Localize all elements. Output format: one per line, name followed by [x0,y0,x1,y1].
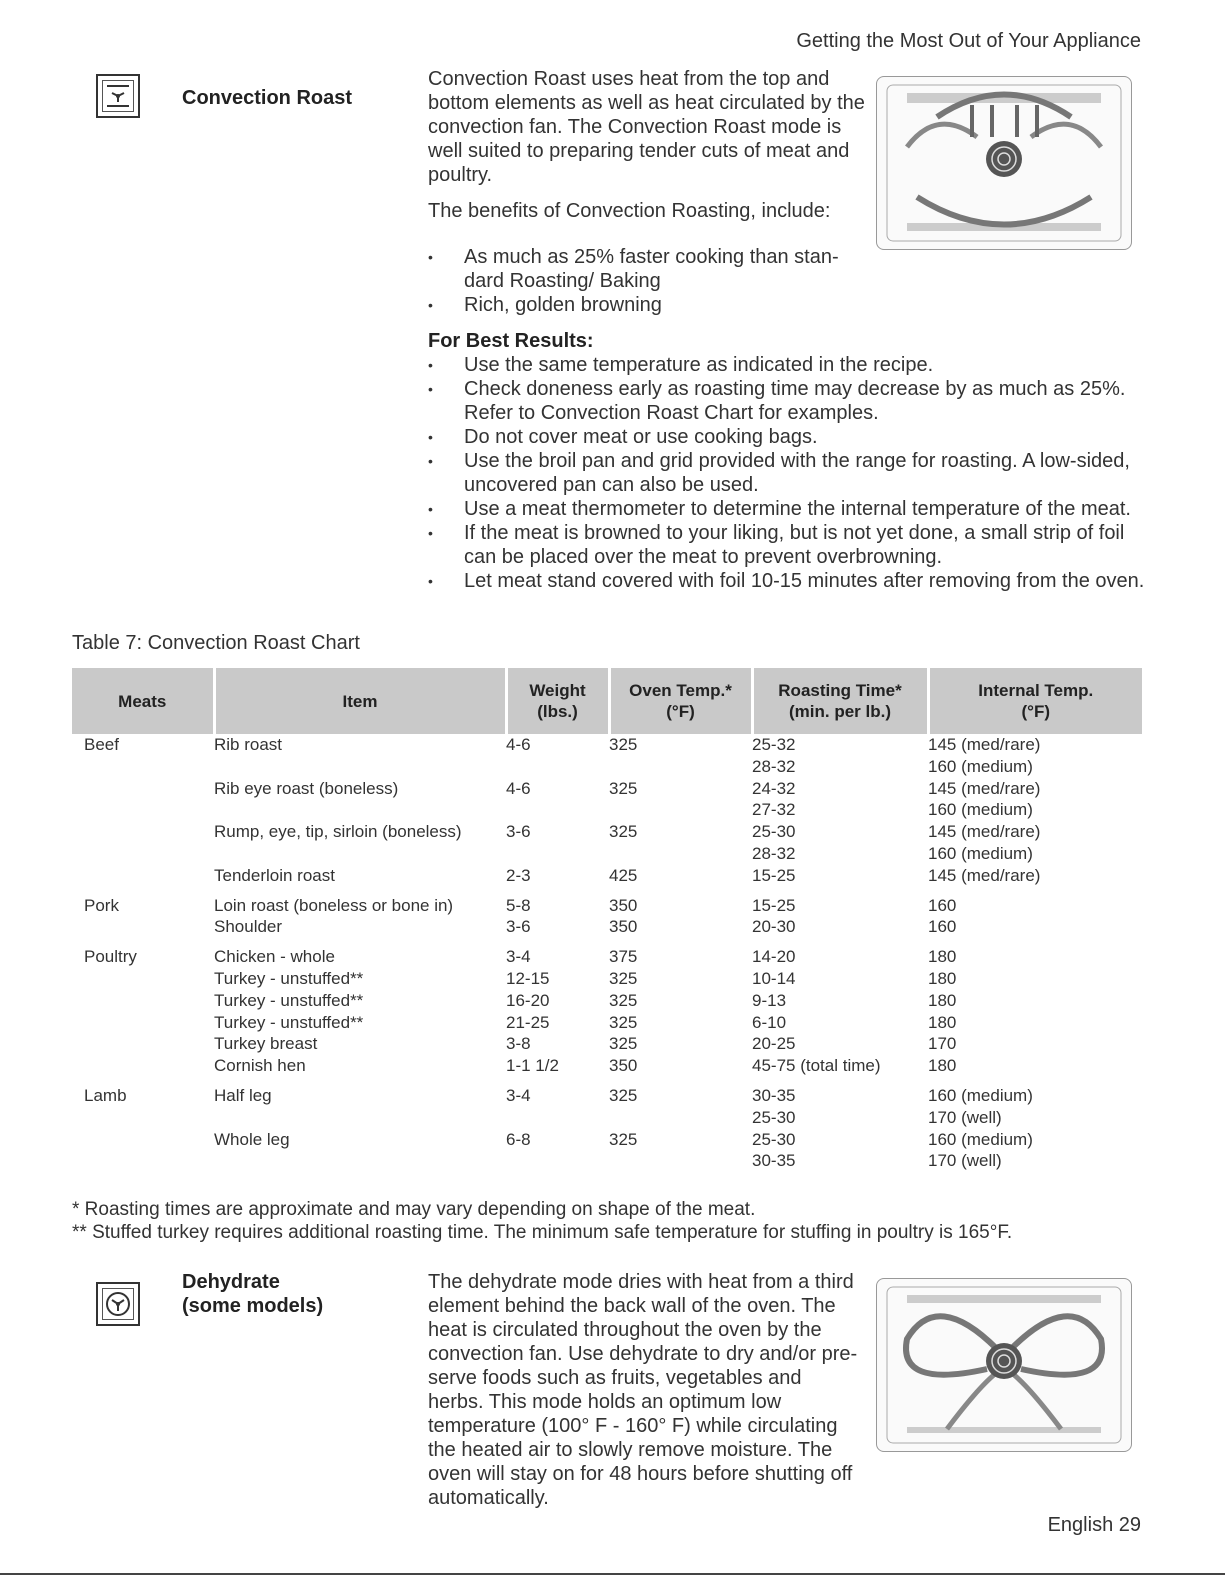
meat-cell: Pork [84,895,119,915]
item-cell: Whole leg [214,1129,290,1149]
list-item: • Let meat stand covered with foil 10-15 minutes after removing from the oven. [428,569,1148,593]
roasting-time-cell: 30-35 [752,1151,796,1171]
roasting-time-cell: 25-30 [752,1107,796,1127]
oven-temp-cell: 350 [609,1056,638,1076]
page-bottom-rule [0,1573,1225,1575]
weight-cell: 4-6 [506,778,531,798]
table-body [72,734,1142,1172]
internal-temp-cell: 170 (well) [928,1107,1002,1127]
table-row [72,799,1142,821]
item-cell: Loin roast (boneless or bone in) [214,895,454,915]
weight-cell: 21-25 [506,1012,550,1032]
item-cell: Tenderloin roast [214,865,335,885]
internal-temp-cell: 145 (med/rare) [928,822,1041,842]
internal-temp-cell: 180 [928,990,957,1010]
header-oven-temp: Oven Temp.* (°F) [609,668,752,734]
meat-cell [72,799,214,821]
internal-temp-cell: 145 (med/rare) [928,735,1041,754]
convection-roast-icon [96,74,140,118]
list-item: • Do not cover meat or use cooking bags. [428,425,1148,449]
internal-temp-cell: 160 [928,917,957,937]
roasting-time-cell: 20-25 [752,1034,796,1054]
meat-cell [72,968,214,990]
internal-temp-cell: 160 [928,895,957,915]
oven-temp-cell [609,799,752,821]
weight-cell: 4-6 [506,735,531,754]
list-item: • Rich, golden browning [428,293,848,317]
table-row [72,1012,1142,1034]
dehydrate-icon [96,1282,140,1326]
meat-cell [72,865,214,887]
meat-cell [72,1012,214,1034]
running-head: Getting the Most Out of Your Appliance [796,30,1141,52]
weight-cell: 1-1 1/2 [506,1056,559,1076]
oven-temp-cell [609,1107,752,1129]
header-meats: Meats [72,668,214,734]
table-caption: Table 7: Convection Roast Chart [72,632,360,654]
internal-temp-cell: 180 [928,947,957,967]
list-item: • Check doneness early as roasting time may decrease by as much as 25%. Refer to Convection Roast Chart for examples. [428,377,1148,425]
oven-temp-cell: 325 [609,1085,638,1105]
meat-cell [72,843,214,865]
footnote-1: * Roasting times are approximate and may vary depending on shape of the meat. [72,1199,756,1220]
table-row [72,968,1142,990]
oven-temp-cell [609,1150,752,1172]
weight-cell: 12-15 [506,968,550,988]
best-results-heading: For Best Results: [428,330,594,352]
table-row [72,843,1142,865]
meat-cell [72,1055,214,1077]
header-internal-temp: Internal Temp. (°F) [928,668,1142,734]
meat-cell [72,1150,214,1172]
roasting-time-cell: 45-75 (total time) [752,1056,881,1076]
meat-cell: Poultry [84,947,137,967]
page-number: English 29 [1047,1514,1141,1536]
list-item: • Use the broil pan and grid provided with the range for roasting. A low-sided, uncovered pan can also be used. [428,449,1148,497]
internal-temp-cell: 160 (medium) [928,843,1033,863]
dehydrate-subtitle-line: (some models) [182,1295,324,1317]
meat-cell [72,916,214,938]
internal-temp-cell: 160 (medium) [928,1085,1033,1105]
item-cell: Cornish hen [214,1056,306,1076]
item-cell: Rump, eye, tip, sirloin (boneless) [214,822,462,842]
roasting-time-cell: 14-20 [752,947,796,967]
item-cell: Turkey - unstuffed** [214,968,364,988]
meat-cell [72,1107,214,1129]
weight-cell [506,1150,609,1172]
item-cell [214,799,506,821]
table-row [72,1077,1142,1107]
meat-cell [72,1033,214,1055]
table-row [72,1055,1142,1077]
item-cell: Turkey - unstuffed** [214,990,364,1010]
roasting-time-cell: 27-32 [752,800,796,820]
meat-cell [72,821,214,843]
roasting-time-cell: 9-13 [752,990,787,1010]
item-cell: Shoulder [214,917,283,937]
roasting-time-cell: 24-32 [752,778,796,798]
oven-temp-cell: 325 [609,990,638,1010]
meat-cell [72,756,214,778]
roasting-time-cell: 20-30 [752,917,796,937]
best-results-list [428,353,1148,593]
meat-cell [72,990,214,1012]
table-row [72,821,1142,843]
item-cell [214,756,506,778]
table-row [72,938,1142,968]
roasting-time-cell: 10-14 [752,968,796,988]
footnote-2: ** Stuffed turkey requires additional roasting time. The minimum safe temperature for stuffing in poultry is 165°F. [72,1222,1013,1243]
item-cell: Rib eye roast (boneless) [214,778,399,798]
list-item: • Use a meat thermometer to determine the internal temperature of the meat. [428,497,1148,521]
table-row [72,1033,1142,1055]
oven-temp-cell [609,843,752,865]
internal-temp-cell: 160 (medium) [928,800,1033,820]
weight-cell [506,1107,609,1129]
convection-roast-intro: Convection Roast uses heat from the top and bottom elements as well as heat circulated by the convection fan. The Convection Roast mode is well suited to preparing tender cuts of meat and poultry. [428,68,865,186]
list-item: • As much as 25% faster cooking than stan-dard Roasting/ Baking [428,245,848,293]
roasting-time-cell: 15-25 [752,865,796,885]
dehydrate-text: The dehydrate mode dries with heat from a third element behind the back wall of the oven. The heat is circulated throughout the oven by the convection fan. Use dehydrate to dry and/or pre-serve foods such as fruits, vegetables and herbs. This mode holds an optimum low temperature (100° F - 160° F) while circulating the heated air to slowly remove moisture. The oven will stay on for 48 hours before shutting off automatically. [428,1271,858,1509]
oven-temp-cell: 325 [609,968,638,988]
oven-temp-cell: 325 [609,735,638,754]
dehydrate-title [182,1270,323,1318]
oven-temp-cell: 325 [609,1034,638,1054]
oven-temp-cell: 375 [609,947,638,967]
weight-cell: 5-8 [506,895,531,915]
oven-temp-cell: 350 [609,917,638,937]
internal-temp-cell: 145 (med/rare) [928,778,1041,798]
meat-cell [72,1129,214,1151]
item-cell: Rib roast [214,735,283,754]
dehydrate-title-line: Dehydrate [182,1271,280,1293]
oven-temp-cell: 325 [609,822,638,842]
convection-roast-oven-diagram [876,76,1132,250]
item-cell: Turkey - unstuffed** [214,1012,364,1032]
item-cell [214,1150,506,1172]
roasting-time-cell: 28-32 [752,843,796,863]
roasting-time-cell: 30-35 [752,1085,796,1105]
internal-temp-cell: 160 (medium) [928,1129,1033,1149]
item-cell: Half leg [214,1085,272,1105]
header-roasting-time: Roasting Time* (min. per lb.) [752,668,928,734]
roasting-time-cell: 28-32 [752,756,796,776]
internal-temp-cell: 180 [928,968,957,988]
roasting-time-cell: 6-10 [752,1012,787,1032]
internal-temp-cell: 180 [928,1012,957,1032]
oven-temp-cell: 425 [609,865,638,885]
convection-roast-table [72,668,1142,1172]
table-row [72,990,1142,1012]
weight-cell [506,843,609,865]
internal-temp-cell: 145 (med/rare) [928,865,1041,885]
header-item: Item [214,668,506,734]
benefits-intro: The benefits of Convection Roasting, include: [428,200,831,222]
item-cell: Chicken - whole [214,947,335,967]
table-row [72,1150,1142,1172]
table-row [72,865,1142,887]
table-row [72,734,1142,756]
benefits-list [428,245,848,317]
roasting-time-cell: 25-32 [752,735,796,754]
weight-cell [506,799,609,821]
oven-temp-cell [609,756,752,778]
meat-cell: Beef [84,735,119,754]
weight-cell: 3-6 [506,917,531,937]
meat-cell: Lamb [84,1085,127,1105]
table-row [72,1107,1142,1129]
internal-temp-cell: 180 [928,1056,957,1076]
oven-temp-cell: 325 [609,778,638,798]
header-weight: Weight (lbs.) [506,668,609,734]
weight-cell: 6-8 [506,1129,531,1149]
weight-cell [506,756,609,778]
table-row [72,778,1142,800]
table-row [72,887,1142,917]
table-header-row [72,668,1142,734]
table-row [72,916,1142,938]
internal-temp-cell: 170 [928,1034,957,1054]
list-item: • If the meat is browned to your liking, but is not yet done, a small strip of foil can be placed over the meat to prevent overbrowning. [428,521,1148,569]
weight-cell: 3-4 [506,1085,531,1105]
table-row [72,1129,1142,1151]
roasting-time-cell: 25-30 [752,1129,796,1149]
weight-cell: 3-8 [506,1034,531,1054]
weight-cell: 2-3 [506,865,531,885]
internal-temp-cell: 170 (well) [928,1151,1002,1171]
oven-temp-cell: 325 [609,1012,638,1032]
dehydrate-oven-diagram [876,1278,1132,1452]
weight-cell: 3-4 [506,947,531,967]
list-item: • Use the same temperature as indicated in the recipe. [428,353,1148,377]
weight-cell: 3-6 [506,822,531,842]
oven-temp-cell: 350 [609,895,638,915]
table-row [72,756,1142,778]
internal-temp-cell: 160 (medium) [928,756,1033,776]
item-cell [214,1107,506,1129]
oven-temp-cell: 325 [609,1129,638,1149]
convection-roast-title: Convection Roast [182,87,353,109]
roasting-time-cell: 15-25 [752,895,796,915]
roasting-time-cell: 25-30 [752,822,796,842]
weight-cell: 16-20 [506,990,550,1010]
meat-cell [72,778,214,800]
item-cell: Turkey breast [214,1034,318,1054]
item-cell [214,843,506,865]
